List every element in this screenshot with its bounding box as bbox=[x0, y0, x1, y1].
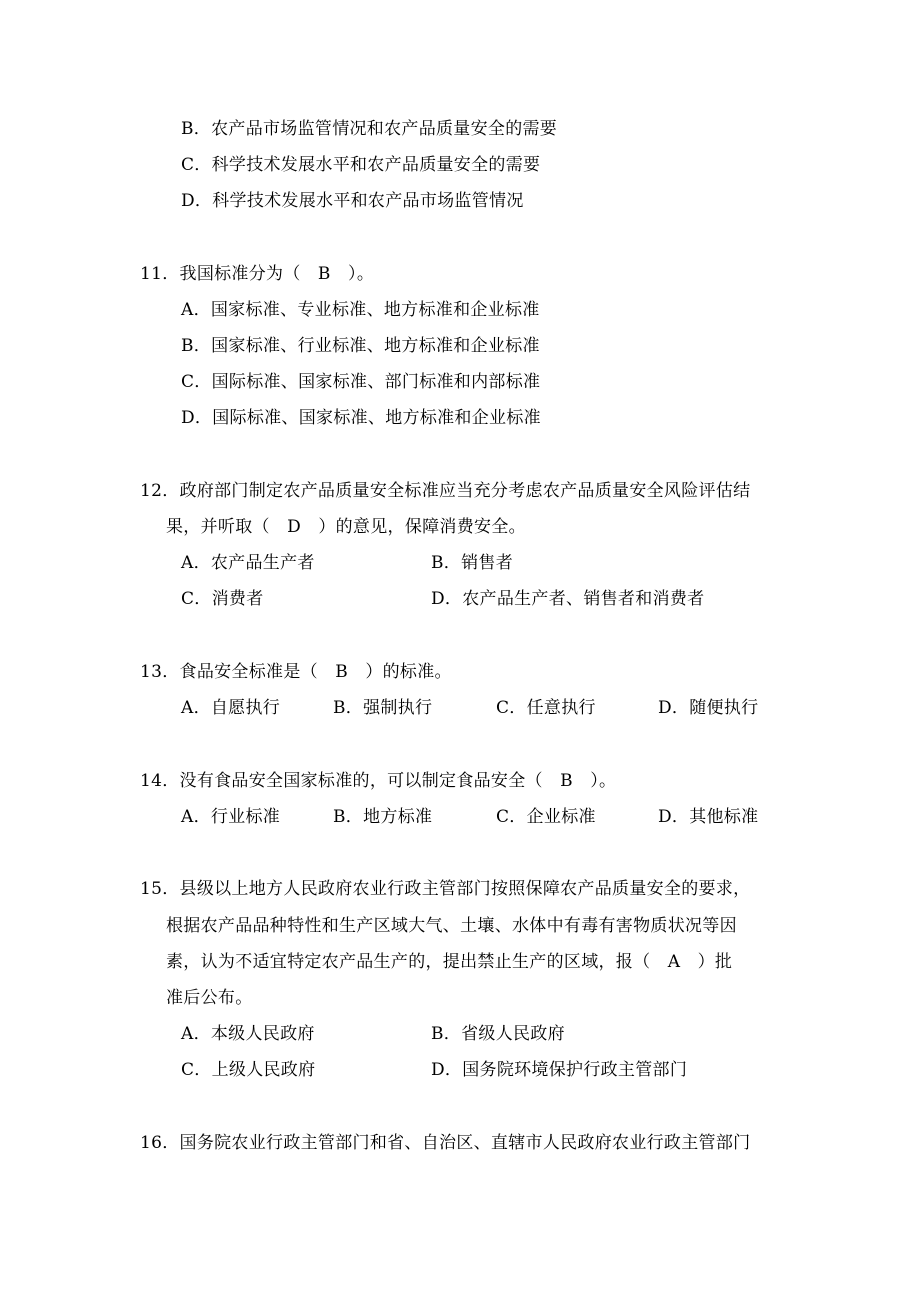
q12-option-b: B．销售者 bbox=[431, 553, 513, 573]
q15-stem-line-2: 根据农产品品种特性和生产区域大气、土壤、水体中有毒有害物质状况等因 bbox=[166, 916, 737, 936]
q14-option-b: B．地方标准 bbox=[333, 807, 433, 827]
q11-option-a: A．国家标准、专业标准、地方标准和企业标准 bbox=[181, 300, 540, 320]
q12-stem-line-1: 12．政府部门制定农产品质量安全标准应当充分考虑农产品质量安全风险评估结 bbox=[140, 481, 751, 501]
q10-option-b: B．农产品市场监管情况和农产品质量安全的需要 bbox=[181, 119, 558, 139]
q13-option-b: B．强制执行 bbox=[333, 698, 433, 718]
q12-stem-line-2: 果，并听取（ D ）的意见，保障消费安全。 bbox=[166, 517, 526, 537]
q14-option-d: D．其他标准 bbox=[658, 807, 759, 827]
q11-option-d: D．国际标准、国家标准、地方标准和企业标准 bbox=[181, 408, 541, 428]
q15-stem-line-4: 准后公布。 bbox=[166, 988, 253, 1008]
q14-option-a: A．行业标准 bbox=[181, 807, 281, 827]
q12-option-c: C．消费者 bbox=[181, 589, 264, 609]
q11-option-b: B．国家标准、行业标准、地方标准和企业标准 bbox=[181, 336, 540, 356]
q15-option-b: B．省级人民政府 bbox=[431, 1024, 565, 1044]
q14-stem: 14．没有食品安全国家标准的，可以制定食品安全（ B ）。 bbox=[140, 771, 617, 791]
q13-stem: 13．食品安全标准是（ B ）的标准。 bbox=[140, 662, 452, 682]
q15-option-c: C．上级人民政府 bbox=[181, 1060, 316, 1080]
q15-option-a: A．本级人民政府 bbox=[181, 1024, 315, 1044]
q15-stem-line-1: 15．县级以上地方人民政府农业行政主管部门按照保障农产品质量安全的要求， bbox=[140, 879, 751, 899]
q12-option-d: D．农产品生产者、销售者和消费者 bbox=[431, 589, 705, 609]
q15-option-d: D．国务院环境保护行政主管部门 bbox=[431, 1060, 688, 1080]
q11-stem: 11．我国标准分为（ B ）。 bbox=[140, 264, 375, 284]
q13-option-d: D．随便执行 bbox=[658, 698, 759, 718]
q12-option-a: A．农产品生产者 bbox=[181, 553, 315, 573]
q15-stem-line-3: 素，认为不适宜特定农产品生产的，提出禁止生产的区域，报（ A ）批 bbox=[166, 952, 733, 972]
q14-option-c: C．企业标准 bbox=[496, 807, 596, 827]
q13-option-c: C．任意执行 bbox=[496, 698, 596, 718]
q11-option-c: C．国际标准、国家标准、部门标准和内部标准 bbox=[181, 372, 541, 392]
q10-option-c: C．科学技术发展水平和农产品质量安全的需要 bbox=[181, 155, 541, 175]
q10-option-d: D．科学技术发展水平和农产品市场监管情况 bbox=[181, 191, 524, 211]
q16-stem-line-1: 16．国务院农业行政主管部门和省、自治区、直辖市人民政府农业行政主管部门 bbox=[140, 1133, 751, 1153]
q13-option-a: A．自愿执行 bbox=[181, 698, 281, 718]
